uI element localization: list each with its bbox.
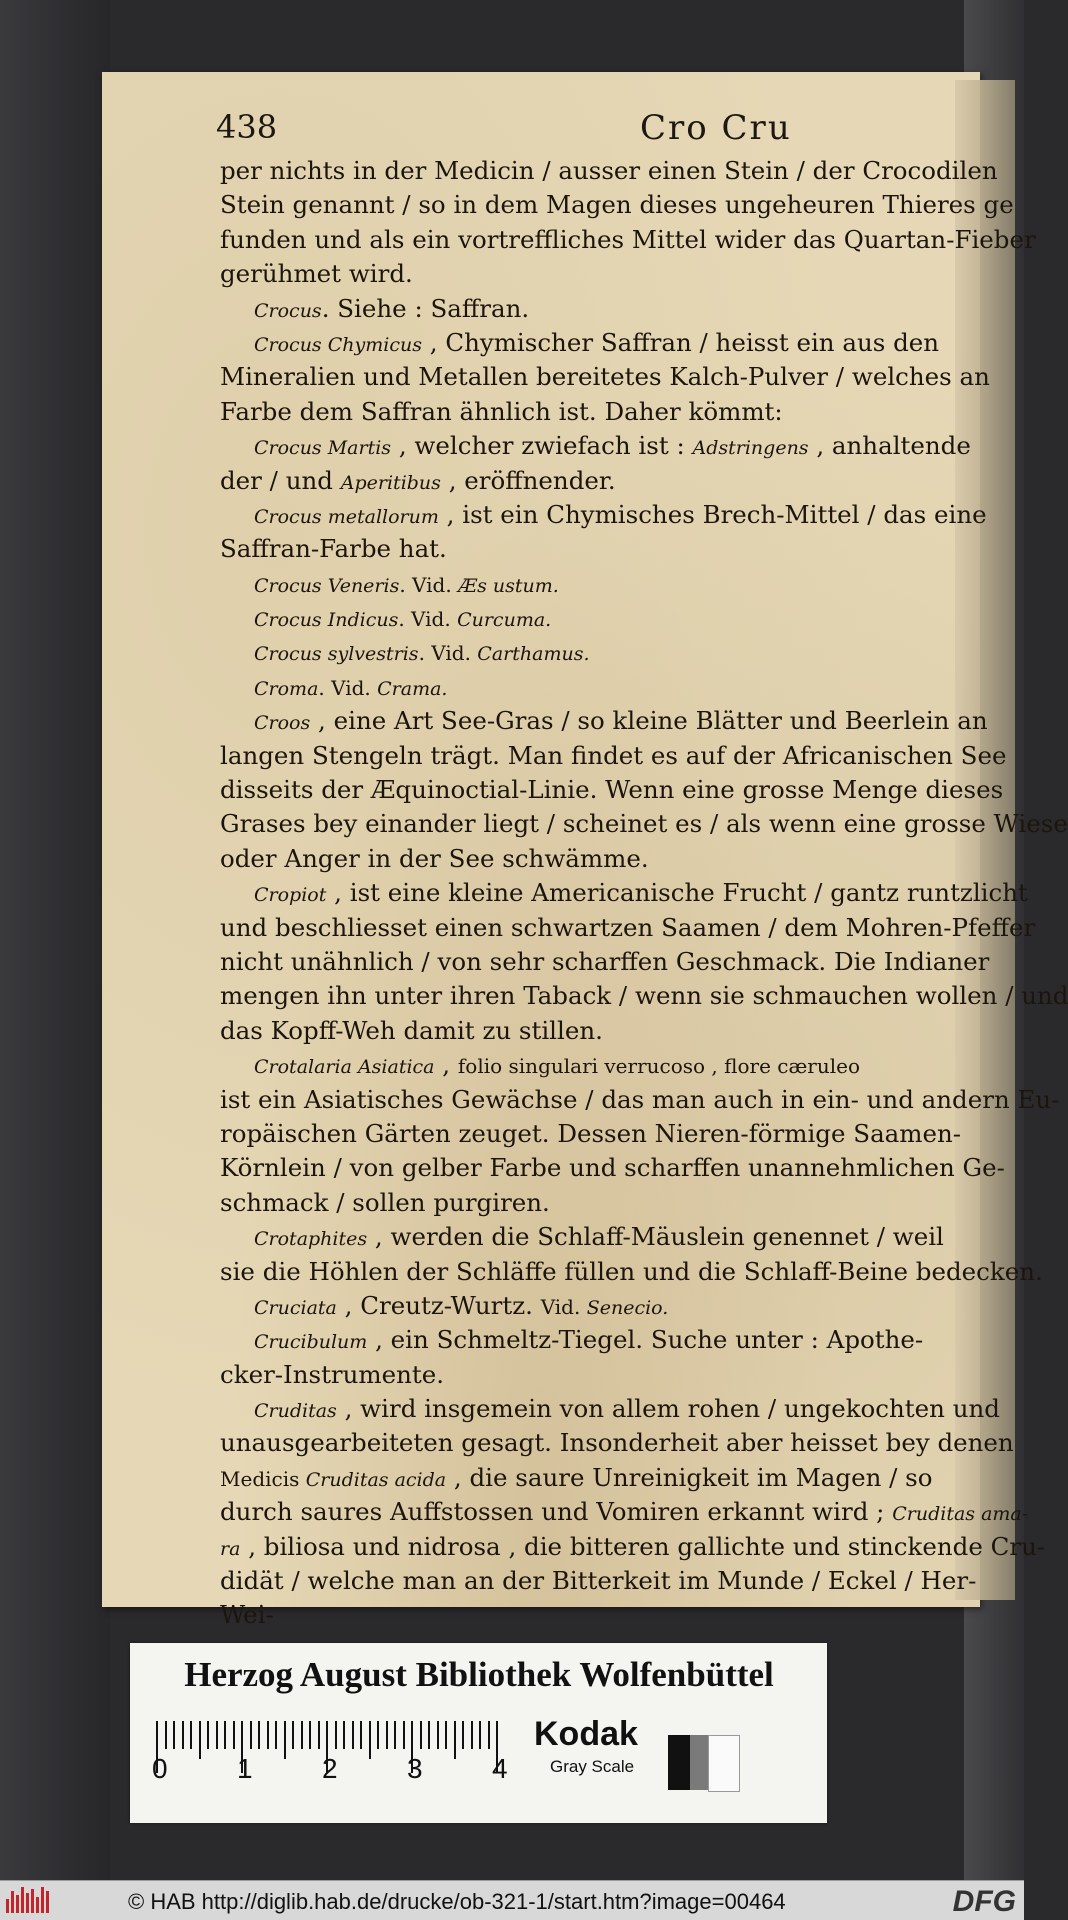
text-line (220, 1255, 1043, 1289)
text-line (220, 1014, 1010, 1048)
gray-patch-white (708, 1735, 740, 1792)
barcode-bar (11, 1891, 14, 1913)
page-number: 438 (216, 108, 278, 146)
scan-background-left (0, 0, 110, 1880)
latin-term: Crocus sylvestris (254, 643, 419, 666)
text-run: . Vid. (399, 572, 459, 597)
text-line (220, 1289, 1010, 1323)
ruler-tick (233, 1721, 235, 1749)
barcode-bar (46, 1891, 49, 1913)
ruler-tick (403, 1721, 405, 1749)
barcode-icon (6, 1887, 50, 1913)
ruler-number: 4 (492, 1753, 508, 1784)
text-run: Saffran-Farbe hat. (220, 534, 447, 564)
text-line (220, 979, 1068, 1013)
ruler-tick (216, 1721, 218, 1749)
latin-term: Aperitibus (340, 471, 441, 494)
text-line (220, 429, 1010, 463)
text-line (220, 498, 1010, 532)
text-run: . Vid. (398, 607, 458, 632)
latin-term: Adstringens (692, 437, 809, 460)
latin-term: Cropiot (254, 884, 327, 907)
ruler-tick (454, 1721, 456, 1759)
ruler-tick (173, 1721, 175, 1749)
ruler-tick (301, 1721, 303, 1749)
latin-term: Croma (254, 677, 319, 700)
text-run: oder Anger in der See schwämme. (220, 843, 649, 873)
page-text (220, 154, 1068, 1630)
text-run: durch saures Auffstossen und Vomiren erkannt wird ; (220, 1497, 893, 1527)
ruler-tick (335, 1721, 337, 1749)
text-run: , wird insgemein von allem rohen / ungekochten und (336, 1394, 1000, 1424)
text-line (220, 395, 1010, 429)
ruler-tick (224, 1721, 226, 1749)
text-line (220, 326, 1010, 360)
ruler-number: 0 (152, 1753, 168, 1784)
ruler-tick (471, 1721, 473, 1749)
barcode-bar (31, 1889, 34, 1913)
latin-term: Cruditas ama- (892, 1503, 1029, 1526)
text-line (220, 1461, 1010, 1495)
ruler-tick (386, 1721, 388, 1749)
ruler-tick (420, 1721, 422, 1749)
text-line (220, 1048, 1010, 1082)
ruler-tick (309, 1721, 311, 1749)
text-line (220, 842, 1010, 876)
latin-term: Crocus Martis (254, 437, 392, 460)
latin-term: Carthamus. (477, 643, 590, 666)
latin-term: Æs ustum. (458, 574, 559, 597)
ruler-tick (284, 1721, 286, 1759)
text-run: . Siehe : Saffran. (321, 293, 530, 323)
ruler-tick (462, 1721, 464, 1749)
text-run: folio singulari verrucoso , flore cæruleo (457, 1054, 860, 1079)
ruler-tick (207, 1721, 209, 1749)
latin-term: Crocus Chymicus (254, 333, 422, 356)
text-line (220, 807, 1068, 841)
text-run: Farbe dem Saffran ähnlich ist. Daher kömmt: (220, 396, 783, 426)
text-line (220, 1323, 1010, 1357)
text-line (220, 635, 1010, 669)
text-run: der / und (220, 465, 341, 495)
text-run: gerühmet wird. (220, 259, 413, 289)
grayscale-label: Gray Scale (550, 1757, 635, 1776)
latin-term: Cruditas (254, 1400, 337, 1423)
text-run: Medicis (220, 1466, 306, 1491)
page-header (120, 108, 980, 154)
text-run: langen Stengeln trägt. Man findet es auf der Africanischen See (220, 740, 1007, 770)
ruler-tick (275, 1721, 277, 1749)
text-line (220, 1495, 1029, 1529)
text-line (220, 670, 1010, 704)
text-line (220, 1598, 1010, 1632)
ruler-tick (428, 1721, 430, 1749)
text-run: , (434, 1050, 458, 1080)
latin-term: ra (220, 1537, 241, 1560)
text-run: , die saure Unreinigkeit im Magen / so (446, 1462, 933, 1492)
text-run: . Vid. (418, 641, 478, 666)
text-run: das Kopff-Weh damit zu stillen. (220, 1015, 603, 1045)
text-line (220, 1358, 1010, 1392)
text-run: mengen ihn unter ihren Taback / wenn sie schmauchen wollen / und (220, 981, 1068, 1011)
text-run: , biliosa und nidrosa , die bitteren gallichte und stinckende Cru- (240, 1531, 1046, 1561)
text-line (220, 154, 1010, 188)
text-run: Mineralien und Metallen bereitetes Kalch-Pulver / welches an (220, 362, 990, 392)
text-run: nicht unähnlich / von sehr scharffen Geschmack. Die Indianer (220, 946, 990, 976)
text-line (220, 1530, 1046, 1564)
text-line (220, 1083, 1060, 1117)
text-line (220, 773, 1010, 807)
text-line (220, 911, 1036, 945)
ruler-number: 1 (237, 1753, 253, 1784)
kodak-logo: Kodak (534, 1715, 638, 1753)
copyright-link[interactable]: © HAB http://diglib.hab.de/drucke/ob-321-1/start.htm?image=00464 (128, 1889, 786, 1914)
text-run: Stein genannt / so in dem Magen dieses ungeheuren Thieres ge (220, 190, 1014, 220)
dfg-logo: DFG (952, 1885, 1016, 1918)
text-run: , eröffnender. (440, 465, 616, 495)
text-line (220, 1151, 1010, 1185)
text-line (220, 945, 1010, 979)
latin-term: Crocus Indicus (254, 609, 399, 632)
text-run: . Vid. (318, 675, 378, 700)
latin-term: Crotalaria Asiatica (254, 1056, 435, 1079)
ruler-tick (369, 1721, 371, 1759)
ruler-tick (182, 1721, 184, 1749)
text-run: Vid. (540, 1294, 587, 1319)
text-run: sie die Höhlen der Schläffe füllen und die Schlaff-Beine bedecken. (220, 1256, 1043, 1286)
text-line (220, 876, 1028, 910)
latin-term: Senecio. (586, 1296, 669, 1319)
text-line (220, 257, 1010, 291)
latin-term: Crotaphites (254, 1228, 368, 1251)
ruler-tick (318, 1721, 320, 1749)
ruler-tick (360, 1721, 362, 1749)
latin-term: Cruciata (254, 1296, 337, 1319)
text-line (220, 464, 1010, 498)
barcode-bar (21, 1887, 24, 1913)
text-line (220, 223, 1036, 257)
footer-bar (0, 1880, 1024, 1920)
latin-term: Croos (254, 712, 311, 735)
latin-term: Crama. (377, 677, 448, 700)
ruler-tick (488, 1721, 490, 1749)
text-run: , Creutz-Wurtz. (336, 1290, 541, 1320)
text-line (220, 1186, 1010, 1220)
barcode-bar (41, 1887, 44, 1913)
text-run: und beschliesset einen schwartzen Saamen / dem Mohren-Pfeffer (220, 912, 1036, 942)
text-line (220, 188, 1014, 222)
text-run: , ein Schmeltz-Tiegel. Suche unter : Apothe- (367, 1325, 924, 1355)
gray-patch-black (668, 1735, 690, 1790)
text-run: disseits der Æquinoctial-Linie. Wenn eine grosse Menge dieses (220, 775, 1004, 805)
text-line (220, 1117, 1010, 1151)
text-line (220, 601, 1010, 635)
text-line (220, 739, 1010, 773)
text-run: Körnlein / von gelber Farbe und scharffen unannehmlichen Ge- (220, 1153, 1005, 1183)
latin-term: Crocus (254, 299, 322, 322)
barcode-bar (26, 1893, 29, 1913)
ruler-tick (267, 1721, 269, 1749)
text-line (220, 532, 1010, 566)
text-run: cker-Instrumente. (220, 1359, 445, 1389)
text-line (220, 567, 1010, 601)
text-run: , Chymischer Saffran / heisst ein aus den (421, 327, 940, 357)
text-run: , welcher zwiefach ist : (391, 431, 693, 461)
text-line (220, 1564, 1010, 1598)
ruler-tick (352, 1721, 354, 1749)
ruler-number: 2 (322, 1753, 338, 1784)
latin-term: Crucibulum (254, 1331, 368, 1354)
text-run: ropäischen Gärten zeuget. Dessen Nieren-förmige Saamen- (220, 1118, 962, 1148)
text-run: schmack / sollen purgiren. (220, 1187, 550, 1217)
text-line (220, 1220, 1010, 1254)
ruler-tick (437, 1721, 439, 1749)
ruler-number: 3 (407, 1753, 423, 1784)
ruler-tick (199, 1721, 201, 1759)
ruler-tick (258, 1721, 260, 1749)
ruler-tick (394, 1721, 396, 1749)
ruler-tick (377, 1721, 379, 1749)
ruler-tick (250, 1721, 252, 1749)
color-calibration-card (130, 1643, 827, 1823)
text-run: Wei- (220, 1600, 274, 1630)
barcode-bar (16, 1895, 19, 1913)
ruler-tick (343, 1721, 345, 1749)
ruler-tick (479, 1721, 481, 1749)
text-line (220, 292, 1010, 326)
text-run: funden und als ein vortreffliches Mittel wider das Quartan-Fieber (220, 224, 1036, 254)
text-line (220, 1392, 1010, 1426)
text-line (220, 1426, 1014, 1460)
ruler-tick (292, 1721, 294, 1749)
latin-term: Cruditas acida (305, 1468, 447, 1491)
text-run: , anhaltende (808, 431, 971, 461)
text-run: Grases bey einander liegt / scheinet es / als wenn eine grosse Wiese (220, 809, 1068, 839)
text-run: didät / welche man an der Bitterkeit im Munde / Eckel / Her- (220, 1566, 977, 1596)
text-run: , eine Art See-Gras / so kleine Blätter und Beerlein an (310, 706, 988, 736)
barcode-bar (36, 1897, 39, 1913)
running-title: Cro Cru (640, 108, 792, 148)
latin-term: Crocus metallorum (254, 505, 439, 528)
text-run: , ist eine kleine Americanische Frucht / gantz runtzlicht (326, 878, 1028, 908)
gray-patch-mid (690, 1735, 708, 1790)
ruler-tick (445, 1721, 447, 1749)
text-run: per nichts in der Medicin / ausser einen Stein / der Crocodilen (220, 156, 998, 185)
library-name: Herzog August Bibliothek Wolfenbüttel (184, 1655, 774, 1694)
text-run: unausgearbeiteten gesagt. Insonderheit aber heisset bey denen (220, 1428, 1014, 1458)
latin-term: Crocus Veneris (254, 574, 400, 597)
text-line (220, 360, 1010, 394)
latin-term: Curcuma. (457, 609, 552, 632)
barcode-bar (6, 1899, 9, 1913)
text-line (220, 704, 1010, 738)
ruler-tick (165, 1721, 167, 1749)
text-run: ist ein Asiatisches Gewächse / das man auch in ein- und andern Eu- (220, 1084, 1060, 1114)
text-run: , ist ein Chymisches Brech-Mittel / das eine (438, 499, 987, 529)
ruler-tick (190, 1721, 192, 1749)
text-run: , werden die Schlaff-Mäuslein genennet / weil (367, 1222, 944, 1252)
